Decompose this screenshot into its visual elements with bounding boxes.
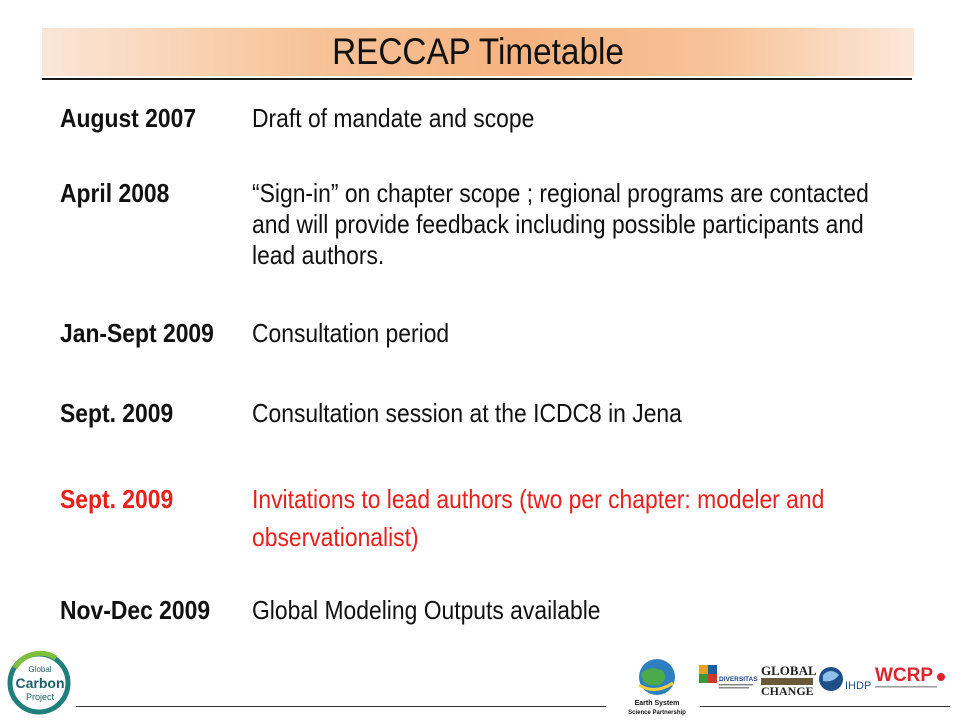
timeline-description: Consultation period xyxy=(252,318,450,348)
essp-logo xyxy=(628,659,686,716)
timeline-date: Sept. 2009 xyxy=(60,484,174,514)
timeline-description: Draft of mandate and scope xyxy=(252,103,535,133)
svg-text:IHDP: IHDP xyxy=(845,680,872,692)
title-divider xyxy=(42,78,912,80)
slide-title: RECCAP Timetable xyxy=(332,31,624,72)
timeline-description: Consultation session at the ICDC8 in Jena xyxy=(252,398,682,428)
svg-text:CHANGE: CHANGE xyxy=(761,684,814,698)
svg-text:Earth System: Earth System xyxy=(634,700,680,707)
timeline-description: Global Modeling Outputs available xyxy=(252,595,601,625)
timeline-date: Nov-Dec 2009 xyxy=(60,595,211,625)
svg-text:DIVERSITAS: DIVERSITAS xyxy=(719,676,758,683)
footer-divider xyxy=(76,706,606,707)
timeline-description: “Sign-in” on chapter scope ; regional programs are contacted and will provide feedback including possible participants and lead authors. xyxy=(252,178,869,270)
wcrp-logo xyxy=(875,665,945,688)
svg-text:Carbon: Carbon xyxy=(15,675,65,691)
global-carbon-project-logo xyxy=(6,650,76,716)
igbp-logo xyxy=(761,663,817,698)
timeline-description: Invitations to lead authors (two per chapter: modeler and observationalist) xyxy=(252,484,825,552)
timeline-date: Sept. 2009 xyxy=(60,398,174,428)
partner-logos xyxy=(625,655,960,720)
diversitas-logo xyxy=(699,665,758,689)
svg-text:WCRP: WCRP xyxy=(875,665,934,686)
svg-text:Global: Global xyxy=(28,665,52,674)
svg-text:Science Partnership: Science Partnership xyxy=(628,710,686,716)
svg-text:Project: Project xyxy=(25,692,55,702)
timeline-date: August 2007 xyxy=(60,103,197,133)
timeline-date: April 2008 xyxy=(60,178,170,208)
svg-text:GLOBAL: GLOBAL xyxy=(761,663,817,678)
ihdp-logo xyxy=(819,667,871,692)
timeline-date: Jan-Sept 2009 xyxy=(60,318,214,348)
